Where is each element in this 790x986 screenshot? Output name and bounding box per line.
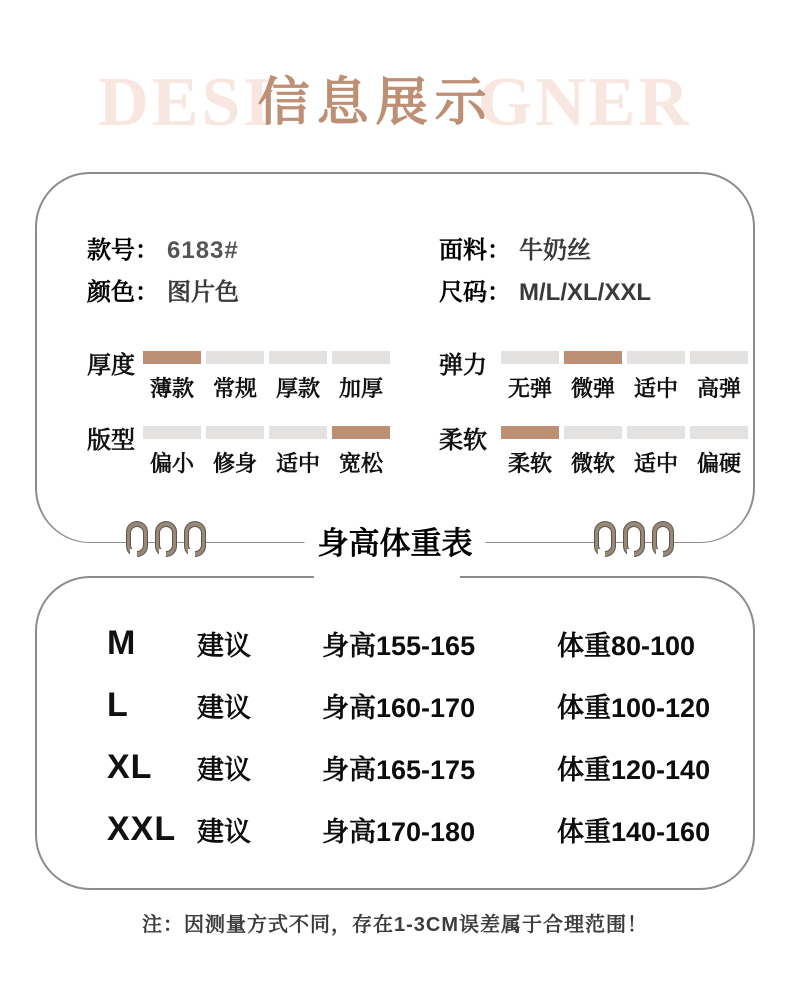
table-row: [37, 798, 753, 860]
binder-ring-icon: [653, 522, 673, 556]
height-cell: 身高170-180: [322, 816, 476, 847]
rating-option-label: 薄款: [149, 376, 194, 401]
rating-option-label: 适中: [633, 451, 678, 476]
rating-bar: [269, 351, 327, 364]
field-label: 尺码：: [439, 279, 511, 306]
rating-scales: [87, 344, 747, 478]
rating-option-label: 厚款: [275, 376, 320, 401]
rating-option: [627, 419, 685, 478]
field-value: 图片色: [167, 279, 239, 306]
rating-option: [564, 344, 622, 403]
rating-option-label: 微弹: [570, 376, 615, 401]
rating-elasticity: [439, 344, 748, 403]
rating-option-label: 常规: [212, 376, 257, 401]
rating-option-label: 偏硬: [696, 451, 741, 476]
rating-bar: [143, 351, 201, 364]
rating-option-label: 偏小: [149, 451, 194, 476]
header-watermark-left: DESI: [98, 64, 274, 141]
field-label: 颜色：: [87, 279, 159, 306]
field-style-number: [87, 234, 439, 268]
size-table-title: 身高体重表: [305, 525, 486, 563]
rating-bar: [206, 351, 264, 364]
rating-bar: [332, 351, 390, 364]
size-table: [37, 612, 753, 860]
page-title: 信息展示: [257, 74, 494, 132]
field-value: M/L/XL/XXL: [519, 279, 651, 306]
rating-option: [269, 344, 327, 403]
rating-option: [690, 419, 748, 478]
rating-bar: [332, 426, 390, 439]
field-fabric: [439, 234, 727, 268]
field-label: 面料：: [439, 237, 511, 264]
weight-cell: 体重100-120: [557, 692, 711, 723]
rating-bar: [690, 426, 748, 439]
rating-option: [269, 419, 327, 478]
field-color: [87, 276, 439, 310]
rating-bar: [690, 351, 748, 364]
size-cell: L: [107, 685, 129, 724]
size-cell: XL: [107, 747, 153, 786]
rating-bar: [501, 351, 559, 364]
table-row: [37, 674, 753, 736]
rating-label: 厚度: [87, 352, 135, 379]
rating-option-label: 适中: [275, 451, 320, 476]
field-value: 牛奶丝: [519, 237, 591, 264]
field-label: 款号：: [87, 237, 159, 264]
product-info-card: [35, 172, 755, 543]
rating-bar: [143, 426, 201, 439]
page-header: [0, 64, 790, 141]
header-watermark-right: GNER: [477, 64, 692, 141]
rating-bars: [143, 344, 390, 403]
rating-option: [501, 419, 559, 478]
rating-option-label: 适中: [633, 376, 678, 401]
rating-option-label: 加厚: [338, 376, 383, 401]
height-cell: 身高160-170: [322, 692, 476, 723]
advice-cell: 建议: [197, 754, 251, 785]
rating-option-label: 宽松: [338, 451, 383, 476]
weight-cell: 体重80-100: [557, 630, 696, 661]
rating-option: [690, 344, 748, 403]
rating-option-label: 柔软: [507, 451, 552, 476]
rating-option: [143, 344, 201, 403]
binder-ring-icon: [156, 522, 176, 556]
rating-bars: [143, 419, 390, 478]
rating-bar: [269, 426, 327, 439]
binder-ring-icon: [127, 522, 147, 556]
binder-ring-icon: [595, 522, 615, 556]
rating-option-label: 高弹: [696, 376, 741, 401]
table-row: [37, 736, 753, 798]
rating-bar: [564, 426, 622, 439]
weight-cell: 体重120-140: [557, 754, 711, 785]
rating-label: 弹力: [439, 352, 487, 379]
binder-rings-right: [595, 522, 673, 556]
rating-option: [501, 344, 559, 403]
rating-option-label: 无弹: [507, 376, 552, 401]
advice-cell: 建议: [197, 630, 251, 661]
advice-cell: 建议: [197, 692, 251, 723]
rating-option: [143, 419, 201, 478]
rating-option-label: 修身: [212, 451, 257, 476]
height-cell: 身高165-175: [322, 754, 476, 785]
rating-fit: [87, 419, 439, 478]
rating-softness: [439, 419, 748, 478]
size-cell: M: [107, 623, 137, 662]
binder-rings-left: [127, 522, 205, 556]
rating-option: [627, 344, 685, 403]
rating-option: [564, 419, 622, 478]
size-table-card: [35, 576, 755, 890]
table-row: [37, 612, 753, 674]
field-value: 6183#: [167, 237, 239, 264]
rating-bars: [501, 419, 748, 478]
note-text: 注：因测量方式不同，存在1-3CM误差属于合理范围！: [141, 914, 648, 936]
advice-cell: 建议: [197, 816, 251, 847]
field-sizes: [439, 276, 727, 310]
product-fields: [87, 234, 727, 310]
rating-bar: [627, 351, 685, 364]
rating-label: 柔软: [439, 427, 487, 454]
binder-ring-icon: [624, 522, 644, 556]
rating-option: [206, 344, 264, 403]
rating-option: [332, 419, 390, 478]
rating-bar: [564, 351, 622, 364]
rating-bar: [206, 426, 264, 439]
size-cell: XXL: [107, 809, 177, 848]
rating-option: [206, 419, 264, 478]
rating-thickness: [87, 344, 439, 403]
rating-option-label: 微软: [570, 451, 615, 476]
binder-ring-icon: [185, 522, 205, 556]
rating-bar: [501, 426, 559, 439]
rating-option: [332, 344, 390, 403]
height-cell: 身高155-165: [322, 630, 476, 661]
rating-bar: [627, 426, 685, 439]
rating-label: 版型: [87, 427, 135, 454]
weight-cell: 体重140-160: [557, 816, 711, 847]
rating-bars: [501, 344, 748, 403]
